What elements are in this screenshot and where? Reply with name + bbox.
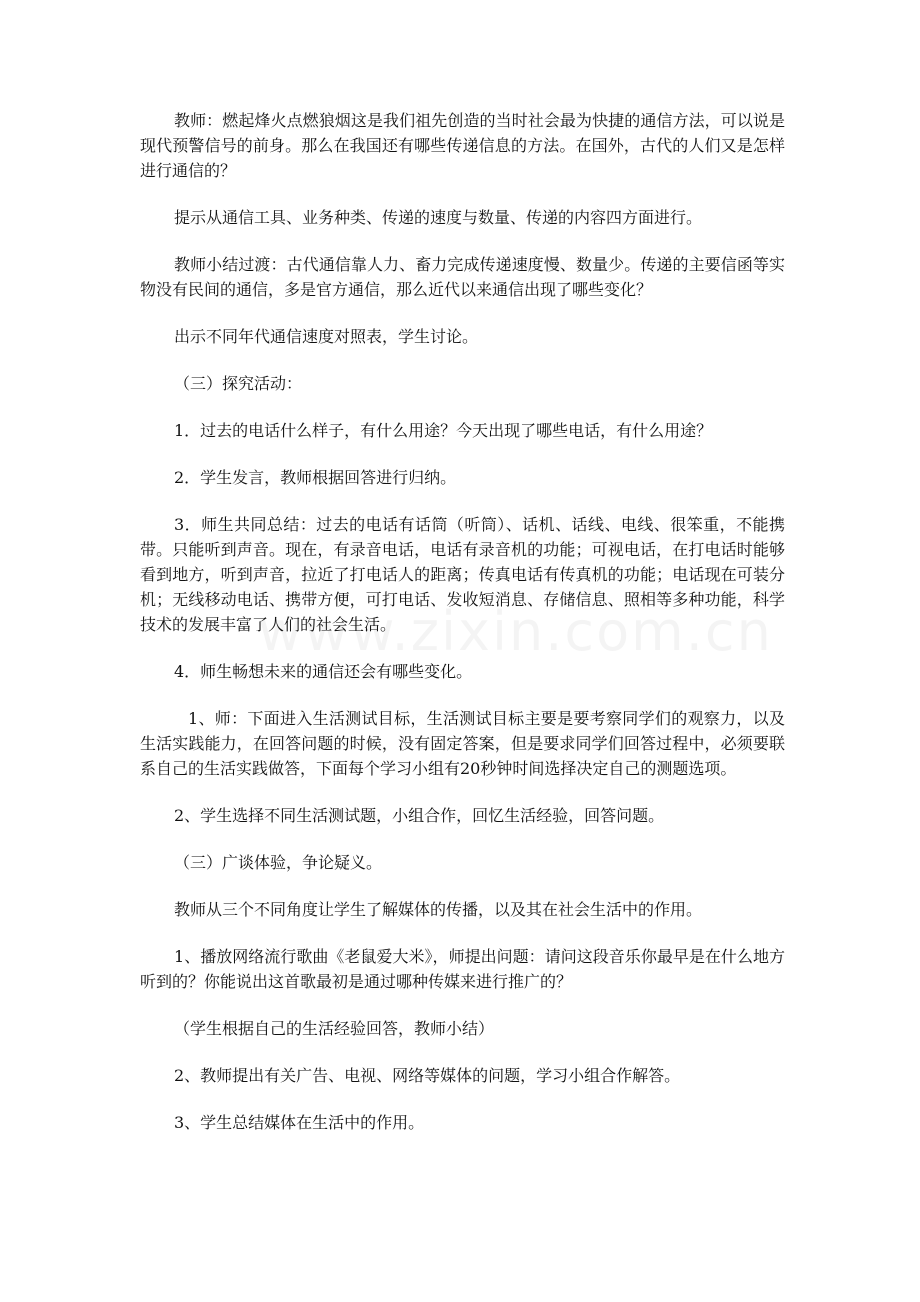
paragraph-media-summary: 3、学生总结媒体在生活中的作用。 bbox=[174, 1113, 425, 1132]
paragraph-media-questions: 2、教师提出有关广告、电视、网络等媒体的问题，学习小组合作解答。 bbox=[174, 1066, 681, 1085]
paragraph-teacher-summary: 教师小结过渡：古代通信靠人力、畜力完成传递速度慢、数量少。传递的主要信函等实物没有民间的通信，多是官方通信，那么近代以来通信出现了哪些变化？ bbox=[140, 255, 785, 299]
section-heading-explore: （三）探究活动： bbox=[174, 374, 303, 393]
list-item-2: 2．学生发言，教师根据回答进行归纳。 bbox=[174, 468, 457, 487]
list-item-1: 1．过去的电话什么样子，有什么用途？今天出现了哪些电话，有什么用途？ bbox=[174, 421, 713, 440]
paragraph-student-choose: 2、学生选择不同生活测试题，小组合作，回忆生活经验，回答问题。 bbox=[174, 806, 665, 825]
paragraph-media-intro: 教师从三个不同角度让学生了解媒体的传播，以及其在社会生活中的作用。 bbox=[174, 900, 703, 919]
paragraph-student-answer: （学生根据自己的生活经验回答，教师小结） bbox=[174, 1019, 495, 1038]
paragraph-song: 1、播放网络流行歌曲《老鼠爱大米》，师提出问题：请问这段音乐你最早是在什么地方听到的？你能说出这首歌最初是通过哪种传媒来进行推广的？ bbox=[140, 947, 785, 991]
list-item-3: 3．师生共同总结：过去的电话有话筒（听筒）、话机、话线、电线、很笨重，不能携带。只能听到声音。现在，有录音电话，电话有录音机的功能；可视电话，在打电话时能够看到地方，听到声音，拉近了打电话人的距离；传真电话有传真机的功能；电话现在可装分机；无线移动电话、携带方便，可打电话、发收短消息、存储信息、照相等多种功能，科学技术的发展丰富了人们的社会生活。 bbox=[140, 515, 785, 634]
paragraph-teacher-beacon: 教师：燃起烽火点燃狼烟这是我们祖先创造的当时社会最为快捷的通信方法，可以说是现代预警信号的前身。那么在我国还有哪些传递信息的方法。在国外，古代的人们又是怎样进行通信的？ bbox=[140, 111, 785, 180]
paragraph-hint: 提示从通信工具、业务种类、传递的速度与数量、传递的内容四方面进行。 bbox=[174, 208, 703, 227]
document-body bbox=[140, 108, 785, 1157]
paragraph-show-table: 出示不同年代通信速度对照表，学生讨论。 bbox=[174, 327, 479, 346]
section-heading-discuss: （三）广谈体验，争论疑义。 bbox=[174, 853, 383, 872]
paragraph-life-test: 1、师：下面进入生活测试目标，生活测试目标主要是要考察同学们的观察力，以及生活实践能力，在回答问题的时候，没有固定答案，但是要求同学们回答过程中，必须要联系自己的生活实践做答，下面每个学习小组有20秒钟时间选择决定自己的测题选项。 bbox=[140, 709, 785, 778]
list-item-4: 4．师生畅想未来的通信还会有哪些变化。 bbox=[174, 662, 473, 681]
